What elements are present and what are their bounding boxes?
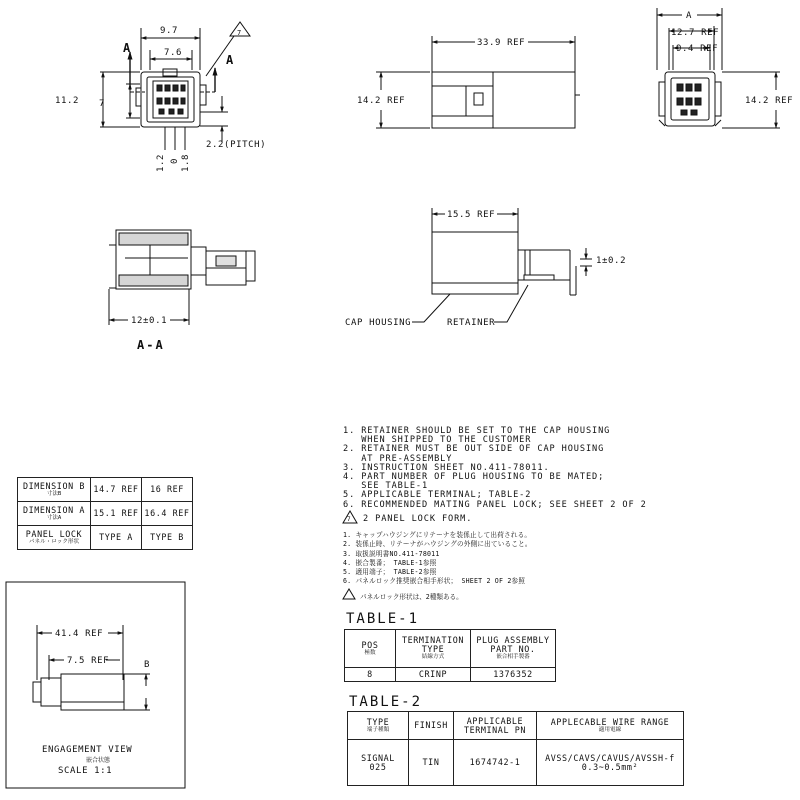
note-7-text: 2 PANEL LOCK FORM. bbox=[363, 514, 473, 524]
note-7-triangle-jp bbox=[343, 589, 355, 599]
notes-english: 1. RETAINER SHOULD BE SET TO THE CAP HOUSING WHEN SHIPPED TO THE CUSTOMER 2. RETAINER MUST BE OUT SIDE OF CAP HOUSING AT PRE-ASSEMBLY 3. INSTRUCTION SHEET NO.411-78011. 4. PART NUMBER OF PLUG HOUSING TO BE MATED; SEE TABLE-1 5. APPLICABLE TERMINAL; TABLE-2 6. RECOMMENDED MATING PANEL LOCK; SEE SHEET 2 OF 2 bbox=[343, 426, 647, 510]
table-cell bbox=[18, 478, 91, 502]
section-letter-a-left: A bbox=[123, 41, 133, 55]
table-cell: SIGNAL 025 bbox=[348, 740, 409, 786]
table-header-row bbox=[345, 630, 556, 668]
note-7-text-jp: パネルロック形状は、2種類ある。 bbox=[360, 593, 463, 601]
row-label: DIMENSION B bbox=[22, 480, 86, 491]
header-label: APPLECABLE WIRE RANGE bbox=[550, 716, 670, 727]
dim-7: 7 bbox=[99, 99, 106, 109]
table-cell: TYPE A bbox=[91, 526, 142, 550]
dim-1-tol: 1±0.2 bbox=[596, 256, 627, 266]
section-letter-a-right: A bbox=[226, 53, 236, 67]
table-1-title: TABLE-1 bbox=[346, 611, 420, 627]
table-header-cell bbox=[471, 630, 556, 668]
dim-1-8: 1.8 bbox=[181, 153, 191, 172]
dim-14-2-ref-right: 14.2 REF bbox=[745, 96, 794, 106]
row-label-jp: 寸法A bbox=[46, 514, 62, 521]
table-cell: 16.4 REF bbox=[142, 502, 193, 526]
callout-cap-housing: CAP HOUSING bbox=[345, 318, 412, 328]
engagement-scale: SCALE 1:1 bbox=[58, 766, 113, 776]
row-label: DIMENSION A bbox=[22, 504, 86, 515]
header-label: POS bbox=[361, 639, 379, 650]
table-header-cell: FINISH bbox=[409, 712, 454, 740]
section-label-a-a: A-A bbox=[137, 338, 165, 352]
side-view-retainer bbox=[412, 208, 592, 322]
table-header-cell bbox=[345, 630, 396, 668]
dim-7-5-ref: 7.5 REF bbox=[67, 656, 110, 666]
table-cell: 14.7 REF bbox=[91, 478, 142, 502]
table-cell: TYPE B bbox=[142, 526, 193, 550]
dim-12-tol: 12±0.1 bbox=[131, 316, 168, 326]
dim-14-2-ref-center: 14.2 REF bbox=[357, 96, 406, 106]
section-a-a-view bbox=[109, 230, 255, 325]
header-label-jp: 嵌合相手製番 bbox=[496, 654, 530, 660]
callout-retainer: RETAINER bbox=[447, 318, 496, 328]
header-label-jp: 端子種類 bbox=[366, 726, 390, 733]
notes-japanese: 1. キャップハウジングにリテーナを装係止して出荷される。 2. 装係止時、リテーナがハウジングの外側に出ていること。 3. 取扱説明書NO.411-78011 4. 嵌合製番； TABLE-1参照 5. 適用端子； TABLE-2参照 6. パネルロック推奨嵌合相手形状； SHEET 2 OF 2参照 bbox=[343, 531, 532, 586]
table-row bbox=[348, 740, 684, 786]
wire-range: 0.3~0.5mm² bbox=[581, 761, 639, 772]
table-cell: 16 REF bbox=[142, 478, 193, 502]
table-cell: TIN bbox=[409, 740, 454, 786]
header-label-jp: 結線方式 bbox=[421, 654, 445, 660]
table-header-cell bbox=[396, 630, 471, 668]
top-right-rear-view bbox=[657, 8, 780, 128]
dim-33-9-ref: 33.9 REF bbox=[477, 38, 526, 48]
row-label: PANEL LOCK bbox=[25, 528, 83, 539]
dim-12-7-ref: 12.7 REF bbox=[671, 28, 720, 38]
header-label: TERMINATION TYPE bbox=[401, 635, 465, 654]
engagement-title: ENGAGEMENT VIEW bbox=[42, 745, 133, 755]
dim-41-4-ref: 41.4 REF bbox=[55, 629, 104, 639]
table-row bbox=[345, 668, 556, 682]
dim-9-7: 9.7 bbox=[160, 26, 179, 36]
note-flag-7: 7 bbox=[237, 29, 242, 37]
table-2-title: TABLE-2 bbox=[349, 694, 423, 710]
header-label-jp: 極数 bbox=[364, 649, 376, 656]
table-cell bbox=[537, 740, 684, 786]
header-label-jp: 適用電線 bbox=[598, 726, 622, 733]
dim-1-2: 1.2 bbox=[156, 153, 166, 172]
header-label: TYPE bbox=[366, 716, 390, 727]
wire-types: AVSS/CAVS/CAVUS/AVSSH-f bbox=[545, 752, 675, 763]
top-center-side-view bbox=[376, 36, 580, 128]
dim-11-2: 11.2 bbox=[55, 96, 80, 106]
table-2 bbox=[347, 711, 684, 786]
header-label: PLUG ASSEMBLY PART NO. bbox=[476, 635, 550, 654]
table-row bbox=[18, 526, 193, 550]
row-label-jp: パネル・ロック形状 bbox=[28, 538, 80, 545]
table-cell: 8 bbox=[345, 668, 396, 682]
dimension-table bbox=[17, 477, 193, 550]
table-header-cell bbox=[348, 712, 409, 740]
dim-b-letter: B bbox=[144, 660, 151, 670]
row-label-jp: 寸法B bbox=[46, 490, 62, 497]
dim-pitch: 2.2(PITCH) bbox=[206, 140, 267, 150]
table-header-cell bbox=[537, 712, 684, 740]
table-cell: 1674742-1 bbox=[454, 740, 537, 786]
table-row bbox=[18, 502, 193, 526]
table-header-row bbox=[348, 712, 684, 740]
table-row bbox=[18, 478, 193, 502]
note-7-mark: 7 bbox=[347, 516, 351, 523]
table-cell: 1376352 bbox=[471, 668, 556, 682]
dim-a-letter: A bbox=[686, 11, 693, 21]
table-cell bbox=[18, 526, 91, 550]
table-cell: 15.1 REF bbox=[91, 502, 142, 526]
table-cell: CRINP bbox=[396, 668, 471, 682]
dim-9-4-ref: 9.4 REF bbox=[676, 44, 719, 54]
dim-7-6: 7.6 bbox=[164, 48, 183, 58]
engagement-title-jp: 嵌合状態 bbox=[86, 757, 111, 764]
table-header-cell: APPLICABLE TERMINAL PN bbox=[454, 712, 537, 740]
dim-0: 0 bbox=[170, 157, 180, 164]
table-1 bbox=[344, 629, 556, 682]
table-cell bbox=[18, 502, 91, 526]
dim-15-5-ref: 15.5 REF bbox=[447, 210, 496, 220]
